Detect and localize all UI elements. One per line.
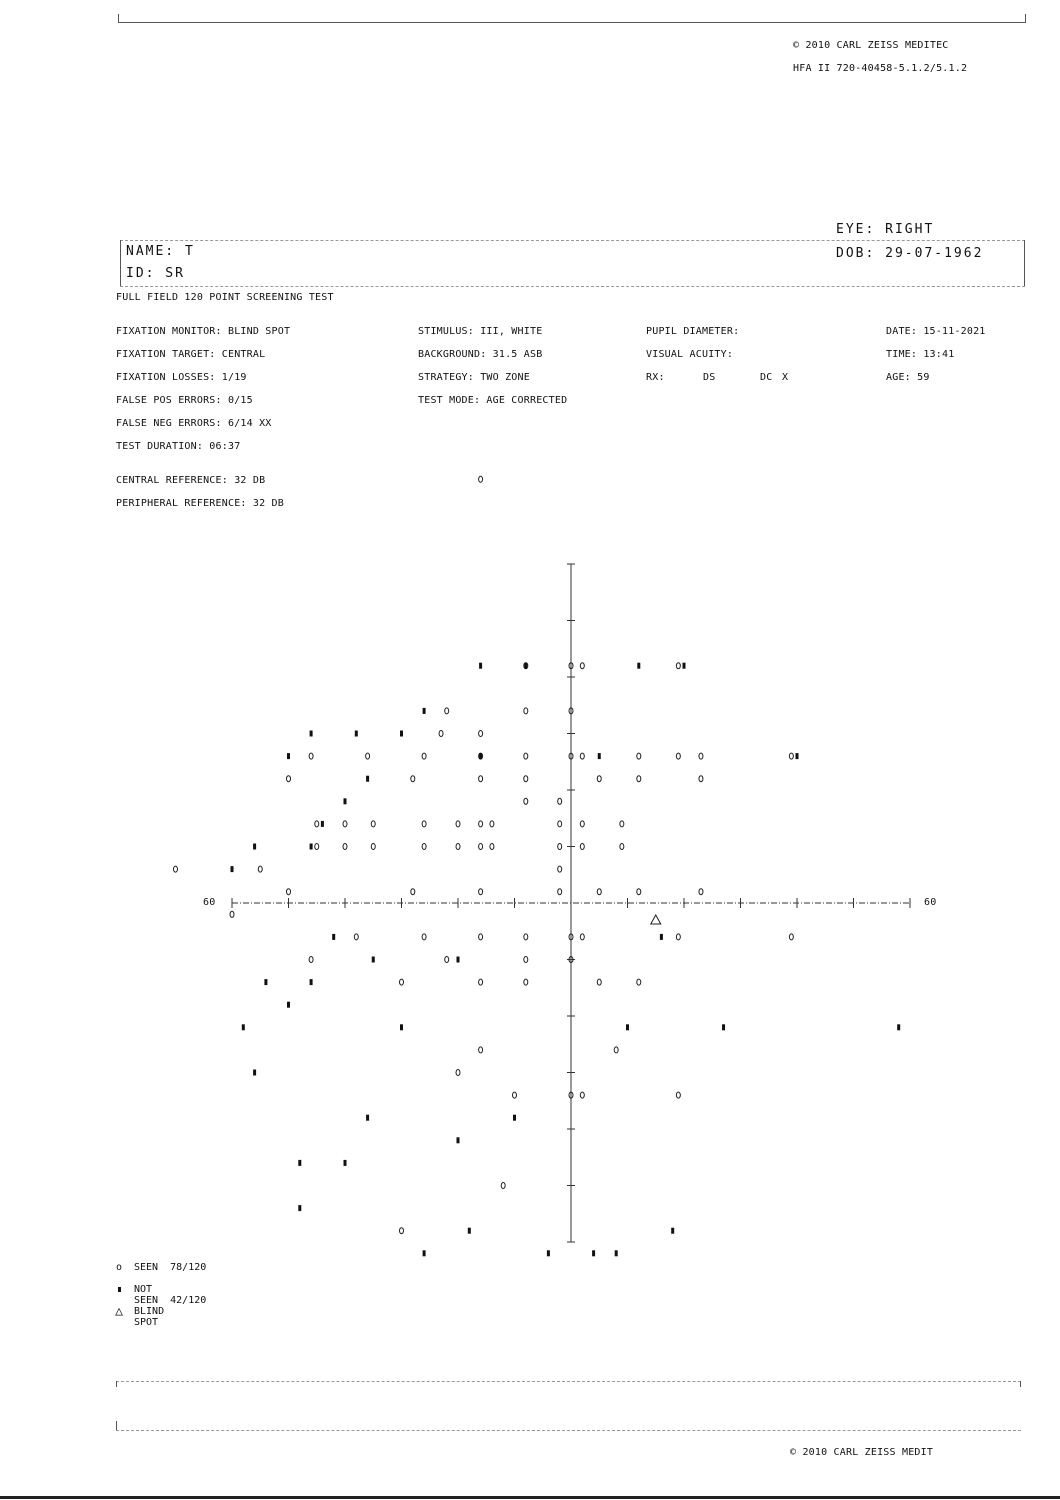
seen-point bbox=[422, 753, 426, 759]
legend-not-seen-value: 42/120 bbox=[170, 1295, 207, 1306]
seen-point bbox=[411, 776, 415, 782]
not-seen-point bbox=[897, 1024, 900, 1030]
seen-point bbox=[456, 844, 460, 850]
seen-point bbox=[479, 979, 483, 985]
not-seen-point bbox=[468, 1228, 471, 1234]
blind-spot-point bbox=[651, 915, 661, 924]
seen-point bbox=[524, 708, 528, 714]
not-seen-point bbox=[637, 663, 640, 669]
not-seen-point bbox=[344, 1160, 347, 1166]
seen-point bbox=[676, 663, 680, 669]
seen-point bbox=[315, 821, 319, 827]
seen-point bbox=[558, 798, 562, 804]
seen-point bbox=[524, 776, 528, 782]
not-seen-point bbox=[321, 821, 324, 827]
seen-point bbox=[558, 844, 562, 850]
seen-point bbox=[479, 776, 483, 782]
seen-point bbox=[597, 889, 601, 895]
seen-point bbox=[637, 889, 641, 895]
seen-point bbox=[422, 934, 426, 940]
test-time: TIME: 13:41 bbox=[886, 349, 955, 360]
not-seen-point bbox=[615, 1250, 618, 1256]
seen-point bbox=[524, 798, 528, 804]
seen-point bbox=[637, 753, 641, 759]
patient-dob: DOB: 29-07-1962 bbox=[836, 246, 984, 261]
seen-point bbox=[580, 844, 584, 850]
fixation-target: FIXATION TARGET: CENTRAL bbox=[116, 349, 266, 360]
seen-point bbox=[411, 889, 415, 895]
seen-point bbox=[258, 866, 262, 872]
seen-point bbox=[676, 753, 680, 759]
rx-ds: DS bbox=[703, 372, 716, 383]
seen-circle-icon: o bbox=[115, 1262, 123, 1273]
seen-point bbox=[699, 889, 703, 895]
seen-point bbox=[558, 889, 562, 895]
not-seen-point bbox=[344, 798, 347, 804]
seen-point bbox=[287, 776, 291, 782]
seen-point bbox=[287, 889, 291, 895]
seen-point bbox=[445, 708, 449, 714]
not-seen-point bbox=[400, 731, 403, 737]
seen-point bbox=[637, 776, 641, 782]
seen-point bbox=[699, 776, 703, 782]
not-seen-point bbox=[366, 776, 369, 782]
seen-point bbox=[789, 753, 793, 759]
not-seen-point bbox=[479, 663, 482, 669]
false-neg-errors: FALSE NEG ERRORS: 6/14 XX bbox=[116, 418, 272, 429]
seen-point bbox=[558, 866, 562, 872]
fixation-monitor: FIXATION MONITOR: BLIND SPOT bbox=[116, 326, 291, 337]
not-seen-point bbox=[592, 1250, 595, 1256]
not-seen-point bbox=[355, 731, 358, 737]
not-seen-point bbox=[298, 1160, 301, 1166]
footer-copyright: © 2010 CARL ZEISS MEDIT bbox=[790, 1447, 934, 1458]
seen-point bbox=[400, 1228, 404, 1234]
not-seen-point bbox=[626, 1024, 629, 1030]
header-copyright: © 2010 CARL ZEISS MEDITEC bbox=[793, 40, 949, 51]
seen-point bbox=[614, 1047, 618, 1053]
seen-point bbox=[580, 663, 584, 669]
not-seen-point bbox=[253, 1070, 256, 1076]
seen-point bbox=[580, 753, 584, 759]
legend-seen-text bbox=[134, 1262, 206, 1273]
seen-point bbox=[309, 957, 313, 963]
not-seen-point bbox=[513, 1115, 516, 1121]
seen-point bbox=[580, 934, 584, 940]
not-seen-point bbox=[310, 979, 313, 985]
background: BACKGROUND: 31.5 ASB bbox=[418, 349, 543, 360]
footer-line-1-right-tick bbox=[1020, 1381, 1021, 1387]
bottom-edge-line bbox=[0, 1496, 1060, 1499]
seen-point bbox=[479, 821, 483, 827]
seen-point bbox=[456, 1070, 460, 1076]
seen-point bbox=[597, 979, 601, 985]
not-seen-point bbox=[457, 957, 460, 963]
x-axis-label-left: 60 bbox=[203, 897, 216, 908]
false-pos-errors: FALSE POS ERRORS: 0/15 bbox=[116, 395, 253, 406]
not-seen-point bbox=[310, 731, 313, 737]
seen-point bbox=[580, 821, 584, 827]
seen-point bbox=[524, 957, 528, 963]
seen-point bbox=[479, 476, 483, 482]
not-seen-point bbox=[722, 1024, 725, 1030]
central-reference: CENTRAL REFERENCE: 32 DB bbox=[116, 475, 266, 486]
not-seen-point bbox=[683, 663, 686, 669]
not-seen-point bbox=[372, 957, 375, 963]
seen-point bbox=[558, 821, 562, 827]
seen-point bbox=[309, 753, 313, 759]
not-seen-point bbox=[524, 663, 527, 669]
not-seen-square-icon bbox=[112, 1284, 126, 1295]
x-axis-label-right: 60 bbox=[924, 897, 937, 908]
footer-line-1 bbox=[116, 1381, 1021, 1382]
seen-point bbox=[343, 844, 347, 850]
seen-point bbox=[354, 934, 358, 940]
seen-point bbox=[422, 821, 426, 827]
test-duration: TEST DURATION: 06:37 bbox=[116, 441, 241, 452]
not-seen-point bbox=[671, 1228, 674, 1234]
not-seen-point bbox=[547, 1250, 550, 1256]
seen-point bbox=[439, 731, 443, 737]
seen-point bbox=[479, 934, 483, 940]
seen-point bbox=[676, 934, 680, 940]
footer-line-2 bbox=[116, 1430, 1021, 1431]
seen-point bbox=[479, 844, 483, 850]
seen-point bbox=[479, 731, 483, 737]
not-seen-point bbox=[796, 753, 799, 759]
seen-point bbox=[343, 821, 347, 827]
rx-label: RX: bbox=[646, 372, 665, 383]
seen-point bbox=[524, 934, 528, 940]
patient-name: NAME: T bbox=[126, 244, 195, 259]
fixation-losses: FIXATION LOSSES: 1/19 bbox=[116, 372, 247, 383]
not-seen-point bbox=[366, 1115, 369, 1121]
not-seen-point bbox=[660, 934, 663, 940]
not-seen-point bbox=[332, 934, 335, 940]
peripheral-reference: PERIPHERAL REFERENCE: 32 DB bbox=[116, 498, 284, 509]
not-seen-point bbox=[287, 753, 290, 759]
seen-point bbox=[315, 844, 319, 850]
seen-point bbox=[445, 957, 449, 963]
not-seen-point bbox=[423, 1250, 426, 1256]
seen-point bbox=[620, 844, 624, 850]
seen-point bbox=[676, 1092, 680, 1098]
seen-point bbox=[789, 934, 793, 940]
test-mode: TEST MODE: AGE CORRECTED bbox=[418, 395, 568, 406]
not-seen-point bbox=[231, 866, 234, 872]
blind-spot-triangle-icon: △ bbox=[115, 1304, 123, 1319]
seen-point bbox=[490, 844, 494, 850]
not-seen-point bbox=[400, 1024, 403, 1030]
not-seen-point bbox=[242, 1024, 245, 1030]
seen-point bbox=[597, 776, 601, 782]
seen-point bbox=[371, 821, 375, 827]
visual-acuity: VISUAL ACUITY: bbox=[646, 349, 734, 360]
patient-id: ID: SR bbox=[126, 266, 185, 281]
rx-dc: DC bbox=[760, 372, 773, 383]
not-seen-point bbox=[264, 979, 267, 985]
not-seen-point bbox=[287, 1002, 290, 1008]
seen-point bbox=[371, 844, 375, 850]
legend-seen-label: SEEN bbox=[134, 1262, 159, 1273]
seen-point bbox=[620, 821, 624, 827]
seen-point bbox=[366, 753, 370, 759]
seen-point bbox=[400, 979, 404, 985]
seen-point bbox=[479, 889, 483, 895]
stimulus: STIMULUS: III, WHITE bbox=[418, 326, 543, 337]
legend-seen-value: 78/120 bbox=[170, 1262, 207, 1273]
legend-blind-spot-label: BLIND SPOT bbox=[134, 1306, 165, 1328]
test-title: FULL FIELD 120 POINT SCREENING TEST bbox=[116, 292, 334, 303]
patient-age: AGE: 59 bbox=[886, 372, 930, 383]
legend-not-seen-text bbox=[134, 1284, 206, 1306]
seen-point bbox=[637, 979, 641, 985]
seen-point bbox=[490, 821, 494, 827]
not-seen-point bbox=[457, 1137, 460, 1143]
seen-point bbox=[501, 1183, 505, 1189]
seen-point bbox=[524, 753, 528, 759]
seen-point bbox=[479, 1047, 483, 1053]
not-seen-point bbox=[253, 844, 256, 850]
not-seen-point bbox=[310, 844, 313, 850]
seen-point bbox=[230, 911, 234, 917]
not-seen-point bbox=[598, 753, 601, 759]
eye-label: EYE: RIGHT bbox=[836, 222, 935, 237]
seen-point bbox=[456, 821, 460, 827]
seen-point bbox=[513, 1092, 517, 1098]
seen-point bbox=[174, 866, 178, 872]
seen-point bbox=[524, 979, 528, 985]
seen-point bbox=[699, 753, 703, 759]
pupil-diameter: PUPIL DIAMETER: bbox=[646, 326, 740, 337]
legend-not-seen-label: NOT SEEN bbox=[134, 1284, 159, 1306]
test-date: DATE: 15-11-2021 bbox=[886, 326, 986, 337]
seen-point bbox=[580, 1092, 584, 1098]
footer-line-2-left-tick bbox=[116, 1421, 117, 1430]
rx-x: X bbox=[782, 372, 789, 383]
strategy: STRATEGY: TWO ZONE bbox=[418, 372, 530, 383]
not-seen-point bbox=[298, 1205, 301, 1211]
header-model: HFA II 720-40458-5.1.2/5.1.2 bbox=[793, 63, 968, 74]
seen-point bbox=[422, 844, 426, 850]
not-seen-point bbox=[479, 753, 482, 759]
footer-line-1-left-tick bbox=[116, 1381, 117, 1387]
not-seen-point bbox=[423, 708, 426, 714]
